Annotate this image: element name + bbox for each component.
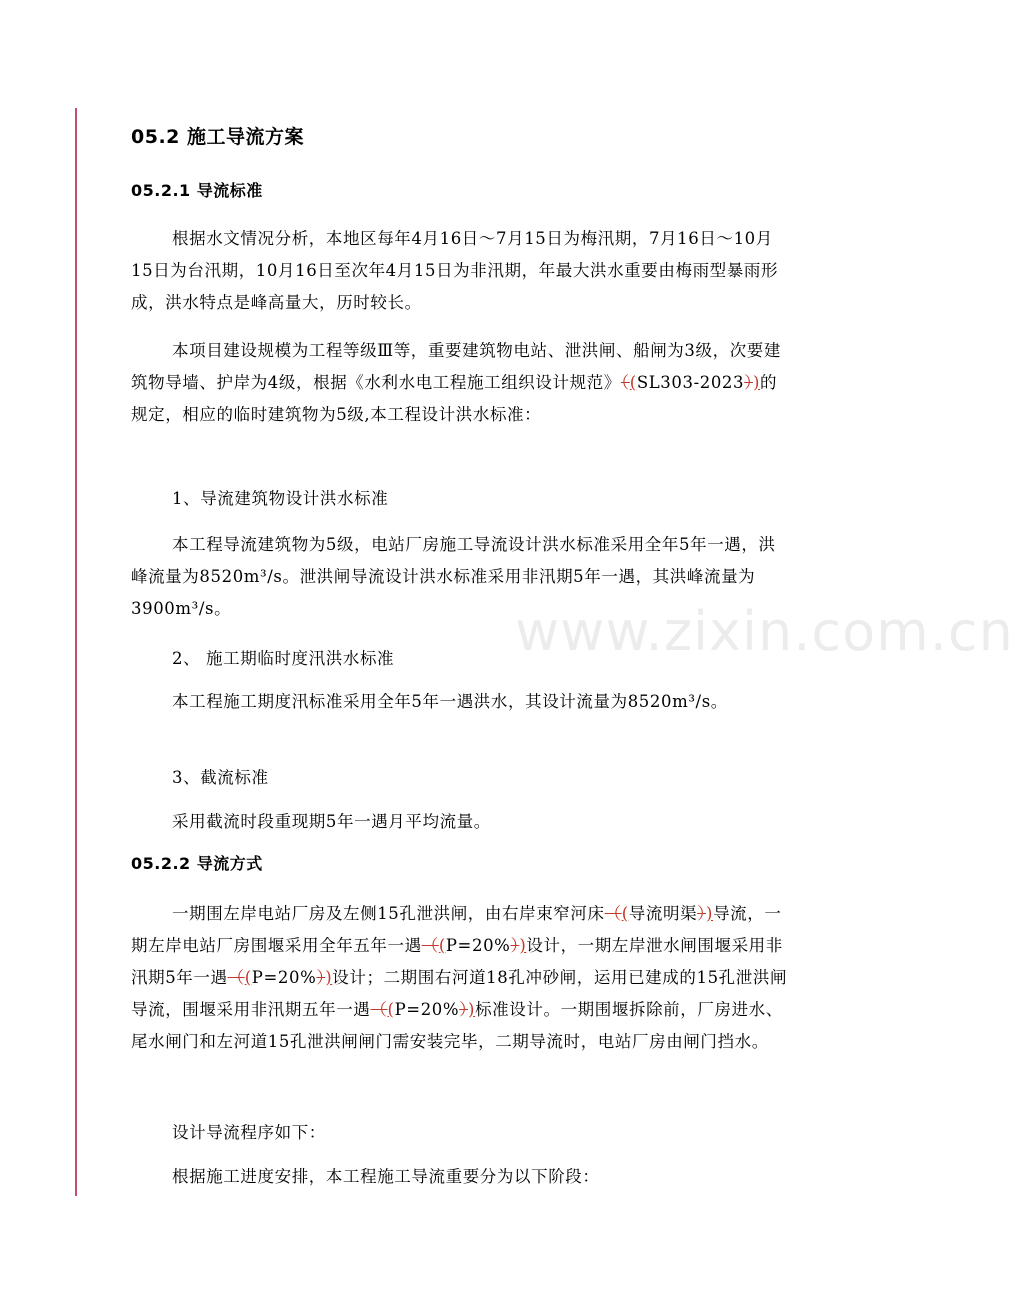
deleted-mark: ） (744, 373, 753, 392)
inserted-mark: ( (621, 904, 629, 923)
text-segment: 设计，一期左岸泄水闸围堰采用非汛期5年一遇 (131, 936, 783, 987)
inserted-mark: ( (244, 968, 252, 987)
deleted-mark: （ (227, 968, 245, 987)
text-segment: P=20% (445, 936, 511, 955)
inserted-mark: ( (629, 373, 637, 392)
text-segment: P=20% (394, 1000, 460, 1019)
inserted-mark: ) (706, 904, 714, 923)
inserted-mark: ) (325, 968, 333, 987)
text-segment: 本项目建设规模为工程等级Ⅲ等，重要建筑物电站、泄洪闸、船闸为3级，次要建筑物导墙、护岸为4级，根据《水利水电工程施工组织设计规范》 (131, 341, 782, 392)
inserted-mark: ) (519, 936, 527, 955)
page-margin-line (75, 108, 77, 1196)
deleted-mark: （ (620, 373, 630, 392)
text-segment: 导流明渠 (628, 904, 698, 923)
paragraph-closure: 采用截流时段重现期5年一遇月平均流量。 (172, 812, 491, 831)
inserted-mark: ( (438, 936, 446, 955)
paragraph-design-flood: 本工程导流建筑物为5级，电站厂房施工导流设计洪水标准采用全年5年一遇，洪峰流量为8520m³/s。泄洪闸导流设计洪水标准采用非汛期5年一遇，其洪峰流量为3900m³/s。 (131, 535, 776, 618)
deleted-mark: ） (697, 904, 707, 923)
section-title-method: 05.2.2 导流方式 (131, 854, 263, 873)
inserted-mark: ) (753, 373, 761, 392)
deleted-mark: （ (604, 904, 622, 923)
paragraph-diversion-method (131, 898, 791, 1058)
text-segment: 导流，一期左岸电站厂房围堰采用全年五年一遇 (131, 904, 782, 955)
text-segment: 设计；二期围右河道18孔冲砂闸，运用已建成的15孔泄洪闸导流，围堰采用非汛期五年一遇 (131, 968, 788, 1019)
deleted-mark: （ (421, 936, 439, 955)
text-segment: 的规定，相应的临时建筑物为5级,本工程设计洪水标准： (131, 373, 778, 424)
item-title-design-flood: 1、导流建筑物设计洪水标准 (172, 489, 389, 508)
text-segment: SL303-2023 (636, 373, 745, 392)
deleted-mark: ） (316, 968, 326, 987)
watermark: www.zixin.com.cn (515, 600, 1014, 663)
deleted-mark: ） (459, 1000, 469, 1019)
text-segment: P=20% (251, 968, 317, 987)
text-segment: 标准设计。一期围堰拆除前，厂房进水、尾水闸门和左河道15孔泄洪闸闸门需安装完毕，二期导流时，电站厂房由闸门挡水。 (131, 1000, 783, 1051)
inserted-mark: ) (468, 1000, 476, 1019)
paragraph-procedure-intro: 设计导流程序如下： (172, 1123, 326, 1142)
paragraph-project-scale (131, 335, 791, 431)
page-title: 05.2 施工导流方案 (131, 126, 304, 148)
item-title-closure: 3、截流标准 (172, 768, 269, 787)
text-segment: 一期围左岸电站厂房及左侧15孔泄洪闸，由右岸束窄河床 (172, 904, 605, 923)
paragraph-stages-intro: 根据施工进度安排，本工程施工导流重要分为以下阶段： (172, 1167, 600, 1186)
inserted-mark: ( (387, 1000, 395, 1019)
item-title-temporary-flood: 2、 施工期临时度汛洪水标准 (172, 649, 395, 668)
deleted-mark: （ (370, 1000, 388, 1019)
paragraph-temporary-flood: 本工程施工期度汛标准采用全年5年一遇洪水，其设计流量为8520m³/s。 (172, 692, 728, 711)
deleted-mark: ） (510, 936, 520, 955)
paragraph-hydrology: 根据水文情况分析，本地区每年4月16日～7月15日为梅汛期，7月16日～10月15日为台汛期，10月16日至次年4月15日为非汛期，年最大洪水重要由梅雨型暴雨形成，洪水特点是峰高量大，历时较长。 (131, 229, 779, 312)
section-title-standard: 05.2.1 导流标准 (131, 181, 263, 200)
